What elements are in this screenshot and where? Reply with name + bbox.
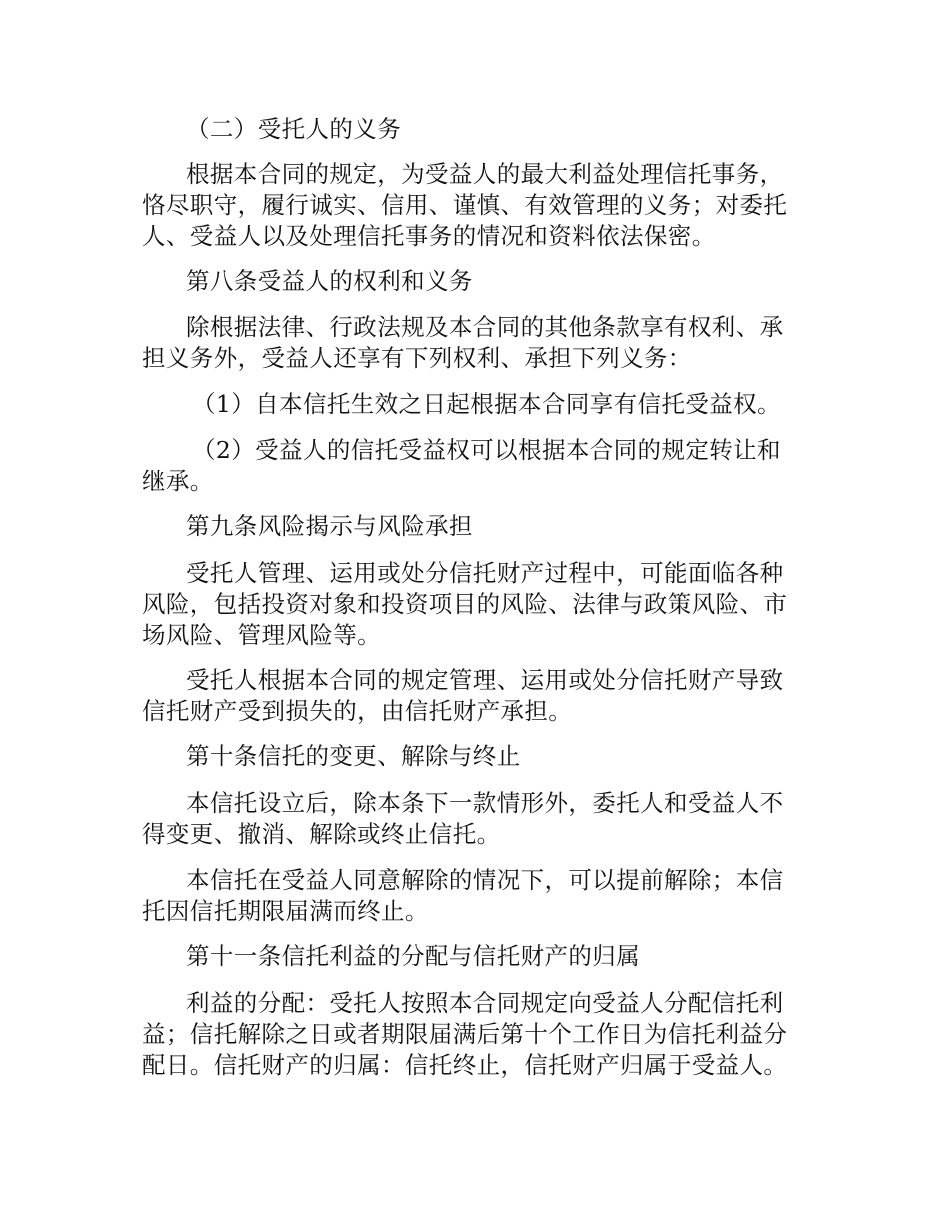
text-line: 场风险、管理风险等。 — [142, 621, 381, 649]
text-line: 第十一条信托利益的分配与信托财产的归属 — [186, 942, 641, 970]
text-line: 利益的分配：受托人按照本合同规定向受益人分配信托利 — [186, 989, 784, 1017]
text-line: 除根据法律、行政法规及本合同的其他条款享有权利、承 — [186, 313, 784, 341]
paragraph-risk-disclosure — [142, 558, 822, 651]
text-line: （2）受益人的信托受益权可以根据本合同的规定转让和 — [192, 436, 781, 464]
paragraph-trust-change — [142, 788, 822, 850]
text-line: 本信托设立后，除本条下一款情形外，委托人和受益人不 — [186, 789, 784, 817]
text-line: 人、受益人以及处理信托事务的情况和资料依法保密。 — [142, 222, 716, 250]
text-line: 根据本合同的规定，为受益人的最大利益处理信托事务， — [186, 160, 784, 188]
article-11-heading — [142, 941, 822, 972]
text-line: 继承。 — [142, 467, 214, 495]
paragraph-risk-bearing — [142, 665, 822, 727]
text-line: 第九条风险揭示与风险承担 — [186, 512, 473, 540]
text-line: 得变更、撤消、解除或终止信托。 — [142, 820, 501, 848]
article-8-heading — [142, 266, 822, 297]
text-line: 托因信托期限届满而终止。 — [142, 897, 429, 925]
text-line: 本信托在受益人同意解除的情况下，可以提前解除；本信 — [186, 866, 784, 894]
list-item-1 — [142, 389, 822, 420]
paragraph-trustee-duties — [142, 159, 822, 252]
section-heading-trustee-duties — [142, 114, 822, 145]
text-line: 第八条受益人的权利和义务 — [186, 267, 473, 295]
text-line: 第十条信托的变更、解除与终止 — [186, 742, 521, 770]
text-line: 益；信托解除之日或者期限届满后第十个工作日为信托利益分 — [142, 1020, 788, 1048]
text-line: 担义务外，受益人还享有下列权利、承担下列义务： — [142, 344, 692, 372]
text-line: 受托人根据本合同的规定管理、运用或处分信托财产导致 — [186, 666, 784, 694]
article-9-heading — [142, 511, 822, 542]
text-line: 受托人管理、运用或处分信托财产过程中，可能面临各种 — [186, 559, 784, 587]
paragraph-beneficiary-rights — [142, 312, 822, 374]
list-item-2 — [142, 435, 822, 497]
article-10-heading — [142, 741, 822, 772]
text-line: 风险，包括投资对象和投资项目的风险、法律与政策风险、市 — [142, 590, 788, 618]
paragraph-benefit-distribution — [142, 988, 822, 1081]
paragraph-trust-termination — [142, 865, 822, 927]
text-line: （1）自本信托生效之日起根据本合同享有信托受益权。 — [192, 390, 781, 418]
text-line: （二）受托人的义务 — [186, 115, 402, 143]
text-line: 信托财产受到损失的，由信托财产承担。 — [142, 697, 573, 725]
text-line: 恪尽职守，履行诚实、信用、谨慎、有效管理的义务；对委托 — [142, 191, 788, 219]
text-line: 配日。信托财产的归属：信托终止，信托财产归属于受益人。 — [142, 1051, 788, 1079]
